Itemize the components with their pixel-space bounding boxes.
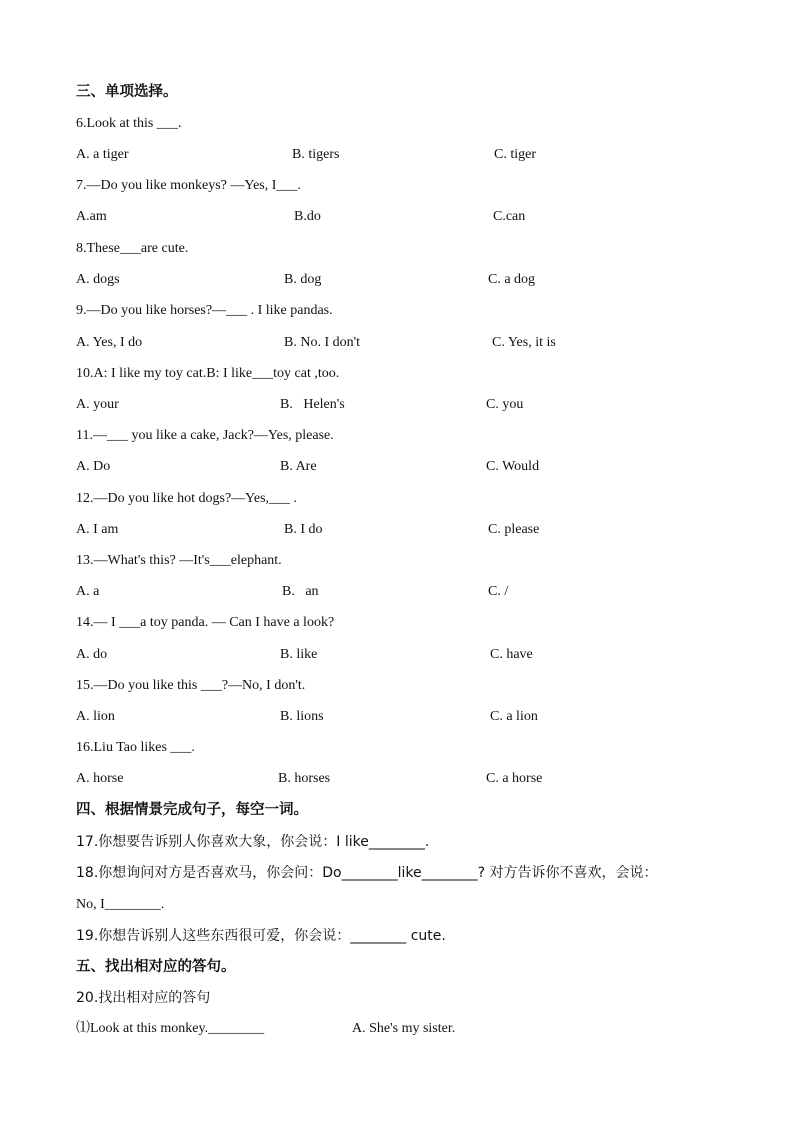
section-3-title: 三、单项选择。 [76, 84, 178, 100]
question-16-option-c: C. a horse [486, 771, 543, 786]
question-6-stem: 6.Look at this ___. [76, 116, 182, 131]
question-11-option-a: A. Do [76, 459, 111, 474]
question-13-option-a: A. a [76, 584, 100, 599]
question-14-option-c: C. have [490, 647, 533, 662]
question-17: 17.你想要告诉别人你喜欢大象，你会说：I like________. [76, 834, 430, 850]
question-10-stem: 10.A: I like my toy cat.B: I like___toy cat ,too. [76, 366, 340, 381]
question-8-stem: 8.These___are cute. [76, 241, 189, 256]
match-answer-a: A. She's my sister. [352, 1021, 456, 1036]
question-15-stem: 15.—Do you like this ___?—No, I don't. [76, 678, 306, 693]
question-11-stem: 11.—___ you like a cake, Jack?—Yes, please. [76, 428, 334, 443]
match-item-1: ⑴Look at this monkey.________ [76, 1021, 265, 1036]
question-13-option-c: C. / [488, 584, 509, 599]
question-9-option-b: B. No. I don't [284, 335, 361, 350]
question-7-stem: 7.—Do you like monkeys? —Yes, I___. [76, 178, 301, 193]
question-14-stem: 14.— I ___a toy panda. — Can I have a look? [76, 615, 335, 630]
question-7-option-c: C.can [493, 209, 526, 224]
question-9-option-a: A. Yes, I do [76, 335, 143, 350]
question-12-option-b: B. I do [284, 522, 323, 537]
question-6-option-b: B. tigers [292, 147, 340, 162]
question-13-option-b: B. an [282, 584, 319, 599]
question-9-stem: 9.—Do you like horses?—___ . I like pandas. [76, 303, 333, 318]
question-13-stem: 13.—What's this? —It's___elephant. [76, 553, 282, 568]
question-12-stem: 12.—Do you like hot dogs?—Yes,___ . [76, 491, 298, 506]
question-7-option-a: A.am [76, 209, 107, 224]
question-20: 20.找出相对应的答句 [76, 990, 211, 1006]
question-9-option-c: C. Yes, it is [492, 335, 556, 350]
question-8-option-b: B. dog [284, 272, 322, 287]
section-4-title: 四、根据情景完成句子，每空一词。 [76, 802, 308, 818]
question-10-option-c: C. you [486, 397, 524, 412]
question-8-option-a: A. dogs [76, 272, 120, 287]
question-14-option-b: B. like [280, 647, 318, 662]
question-16-option-a: A. horse [76, 771, 124, 786]
question-15-option-a: A. lion [76, 709, 115, 724]
question-10-option-b: B. Helen's [280, 397, 345, 412]
question-19: 19.你想告诉别人这些东西很可爱，你会说：________ cute. [76, 928, 446, 944]
question-12-option-c: C. please [488, 522, 540, 537]
question-14-option-a: A. do [76, 647, 108, 662]
question-18-line-1: 18.你想询问对方是否喜欢马，你会问：Do________like________? 对方告诉你不喜欢，会说： [76, 865, 658, 881]
question-6-option-c: C. tiger [494, 147, 536, 162]
question-10-option-a: A. your [76, 397, 119, 412]
question-18-line-2: No, I________. [76, 897, 165, 912]
question-11-option-b: B. Are [280, 459, 317, 474]
question-16-stem: 16.Liu Tao likes ___. [76, 740, 195, 755]
question-7-option-b: B.do [294, 209, 321, 224]
question-15-option-c: C. a lion [490, 709, 538, 724]
question-12-option-a: A. I am [76, 522, 119, 537]
section-5-title: 五、找出相对应的答句。 [76, 959, 236, 975]
question-16-option-b: B. horses [278, 771, 331, 786]
question-8-option-c: C. a dog [488, 272, 536, 287]
question-15-option-b: B. lions [280, 709, 324, 724]
question-6-option-a: A. a tiger [76, 147, 129, 162]
question-11-option-c: C. Would [486, 459, 540, 474]
